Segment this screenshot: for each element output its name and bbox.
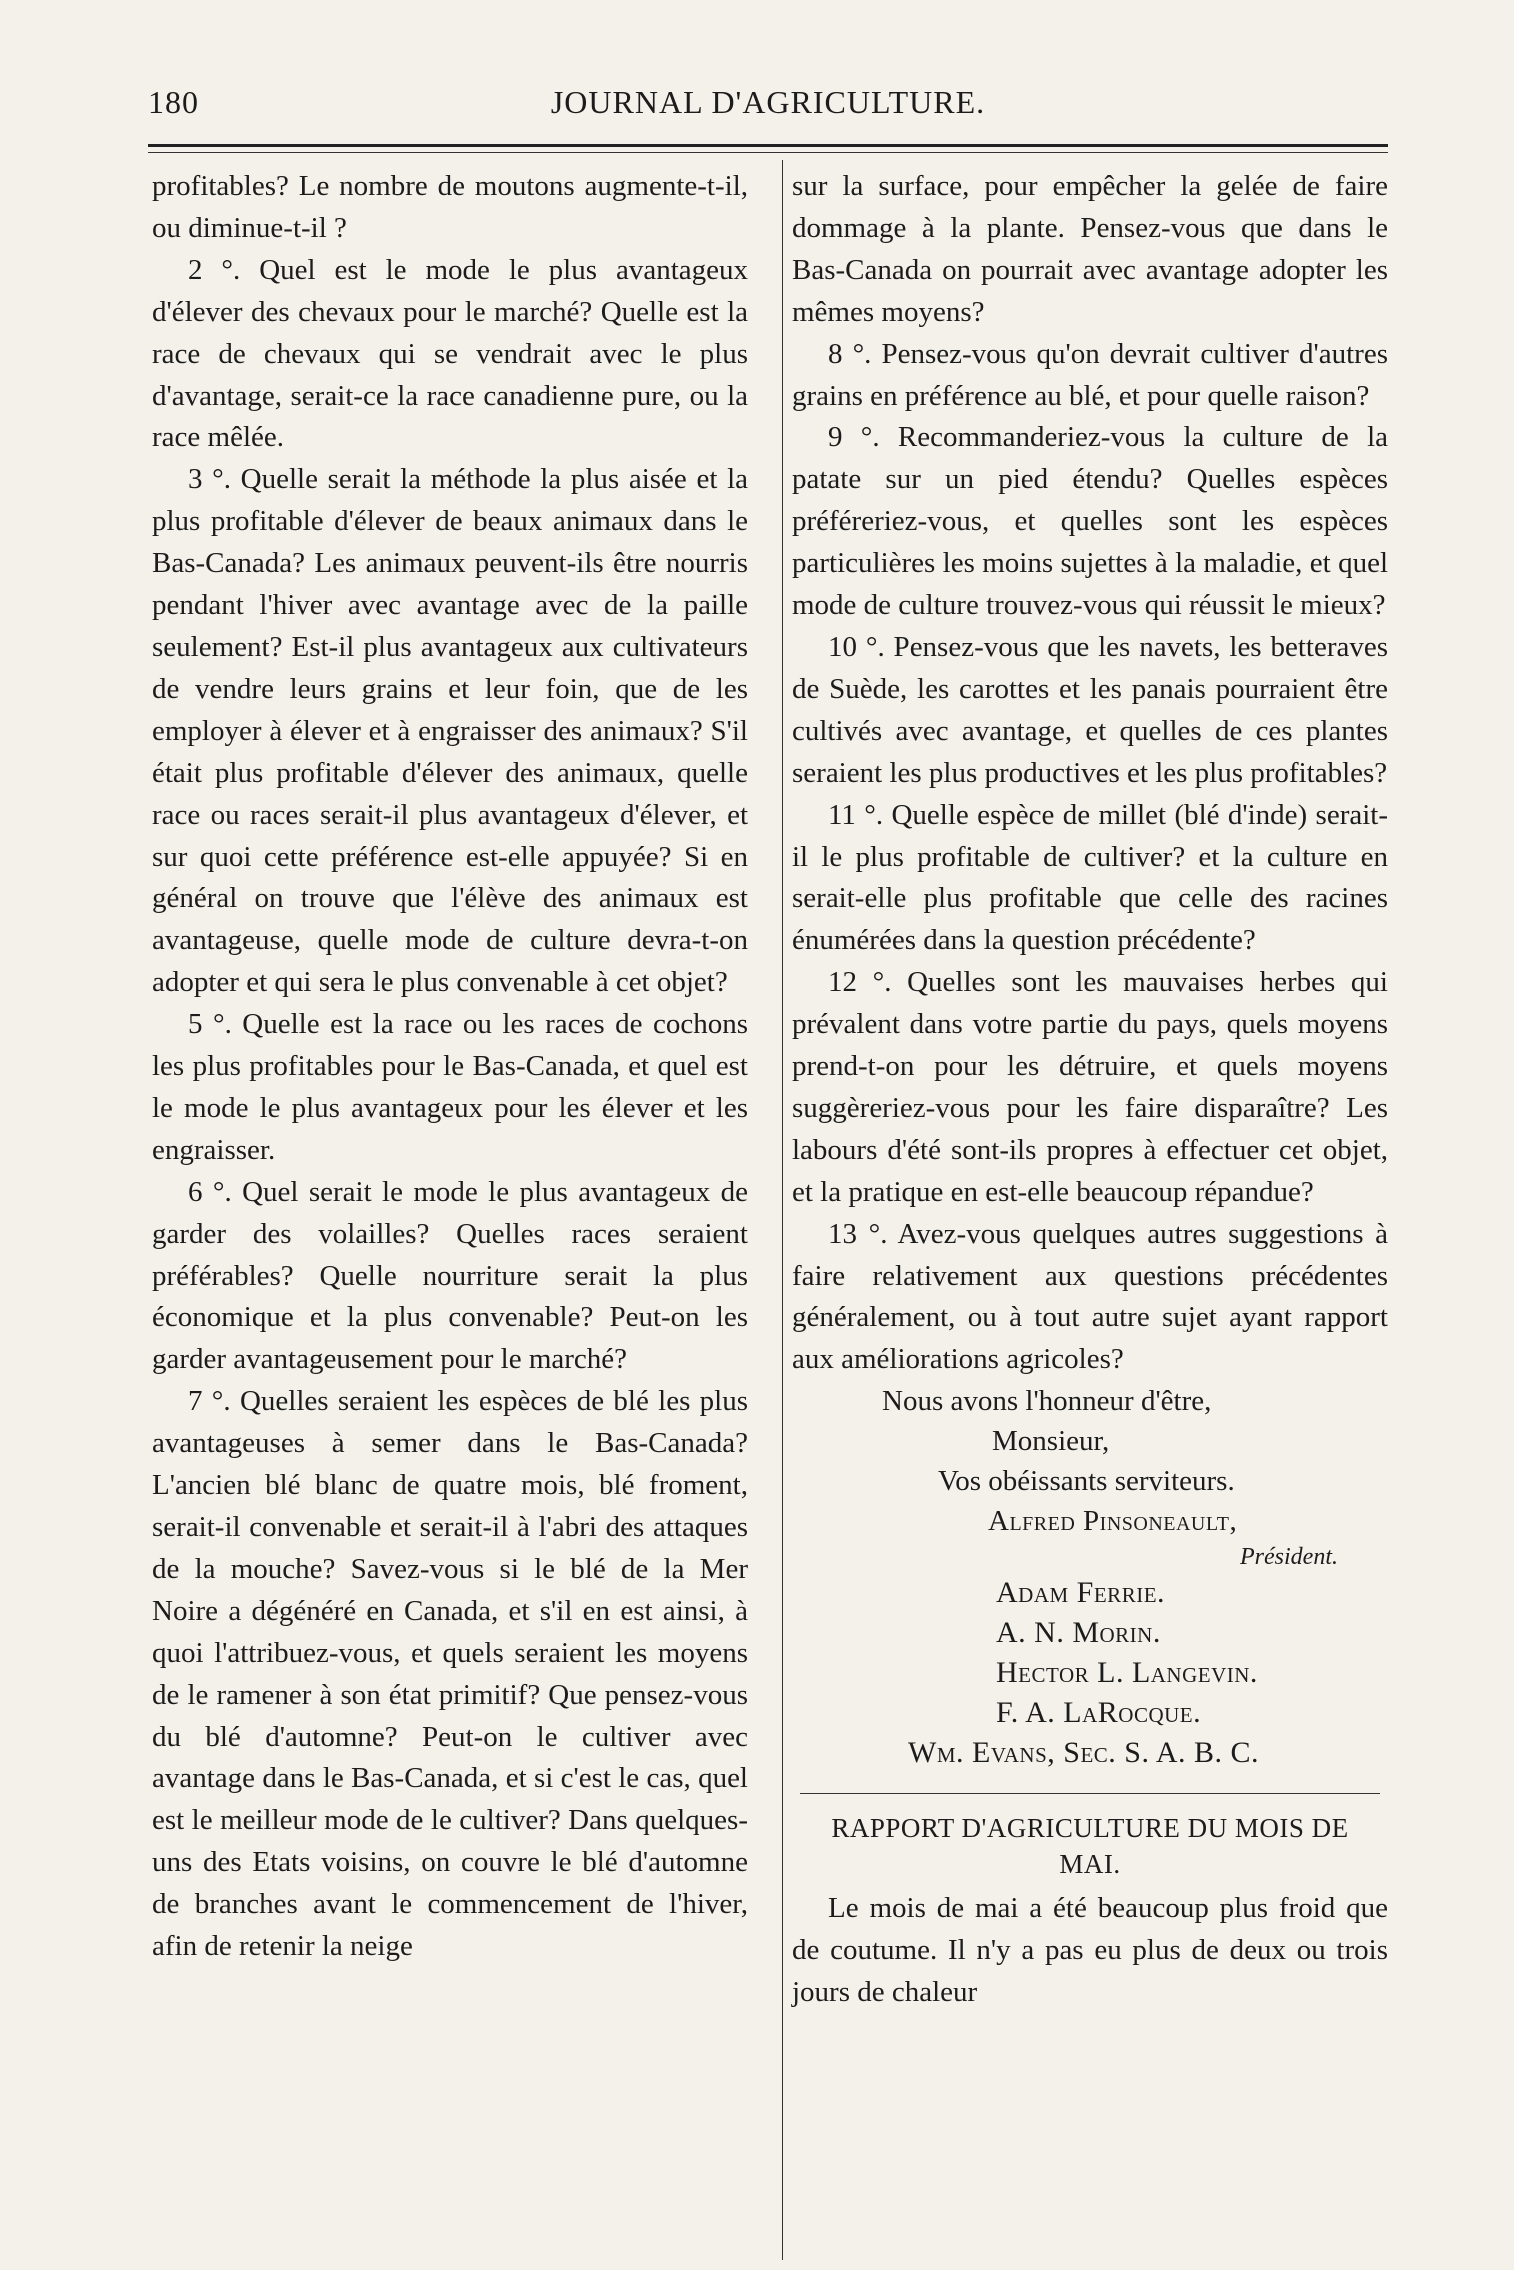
right-paragraph-q10: 10 °. Pensez-vous que les navets, les betteraves de Suède, les carottes et les panais pourraient être cultivés avec avantage, et quelles de ces plantes seraient les plus productives et les plus profitables? (792, 630, 1388, 789)
left-paragraph-q6: 6 °. Quel serait le mode le plus avantageux de garder des volailles? Quelles races seraient préférables? Quelle nourriture serait la plus économique et la plus convenable? Peut-on les garder avantageusement pour le marché? (152, 1175, 748, 1376)
left-paragraph-q7: 7 °. Quelles seraient les espèces de blé les plus avantageuses à semer dans le Bas-Canada? L'ancien blé blanc de quatre mois, blé froment, serait-il convenable et serait-il à l'abri des attaques de la mouche? Savez-vous si le blé de la Mer Noire a dégénéré en Canada, et s'il en est ainsi, à quoi l'attribuez-vous, et quels seraient les moyens de le ramener à son état primitif? Que pensez-vous du blé d'automne? Peut-on le cultiver avec avantage dans le Bas-Canada, et si c'est le cas, quel est le meilleur mode de le cultiver? Dans quelques-uns des Etats voisins, on couvre le blé d'automne de branches avant le commencement de l'hiver, afin de retenir la neige (152, 1385, 748, 1963)
right-paragraph-q8: 8 °. Pensez-vous qu'on devrait cultiver d'autres grains en préférence au blé, et pour quelle raison? (792, 337, 1388, 412)
signatory-name: A. N. Morin. (996, 1616, 1161, 1650)
signatory-name: Hector L. Langevin. (996, 1656, 1258, 1690)
left-paragraph-q2: 2 °. Quel est le mode le plus avantageux d'élever des chevaux pour le marché? Quelle est la race de chevaux qui se vendrait avec le plus d'avantage, serait-ce la race canadienne pure, ou la race mêlée. (152, 253, 748, 454)
president-title: Président. (1240, 1544, 1338, 1571)
right-paragraph-q12: 12 °. Quelles sont les mauvaises herbes qui prévalent dans votre partie du pays, quels moyens prend-t-on pour les détruire, et quels moyens suggèreriez-vous pour les faire disparaître? Les labours d'été sont-ils propres à effectuer cet objet, et la pratique en est-elle beaucoup répandue? (792, 966, 1388, 1208)
section-title-line1: RAPPORT D'AGRICULTURE DU MOIS DE (831, 1813, 1349, 1844)
right-column (792, 166, 1388, 2014)
closing-salutation: Nous avons l'honneur d'être, (882, 1385, 1212, 1418)
section-title-line2: MAI. (1059, 1849, 1121, 1880)
header-rule-thin (148, 152, 1388, 153)
right-paragraph-q13: 13 °. Avez-vous quelques autres suggestions à faire relativement aux questions précédentes généralement, ou à tout autre sujet ayant rapport aux améliorations agricoles? (792, 1217, 1388, 1376)
journal-title: JOURNAL D'AGRICULTURE. (550, 84, 986, 120)
left-paragraph-q3: 3 °. Quelle serait la méthode la plus aisée et la plus profitable d'élever de beaux animaux dans le Bas-Canada? Les animaux peuvent-ils être nourris pendant l'hiver avec avantage avec de la paille seulement? Est-il plus avantageux aux cultivateurs de vendre leurs grains et leur foin, que de les employer à élever et à engraisser des animaux? S'il était plus profitable d'élever des animaux, quelle race ou races serait-il plus avantageux d'élever, et sur quoi cette préférence est-elle appuyée? Si en général on trouve que l'élève des animaux est avantageuse, quelle mode de culture devra-t-on adopter et qui sera le plus convenable à cet objet? (152, 463, 748, 999)
left-column (152, 166, 748, 1968)
left-paragraph-q5: 5 °. Quelle est la race ou les races de cochons les plus profitables pour le Bas-Canada, et quel est le mode le plus avantageux pour les élever et les engraisser. (152, 1008, 748, 1166)
right-paragraph-continued: sur la surface, pour empêcher la gelée de faire dommage à la plante. Pensez-vous que dans le Bas-Canada on pourrait avec avantage adopter les mêmes moyens? (792, 170, 1388, 328)
page-number: 180 (148, 84, 199, 120)
header-rule-thick (148, 144, 1388, 147)
section-body: Le mois de mai a été beaucoup plus froid que de coutume. Il n'y a pas eu plus de deux ou trois jours de chaleur (792, 1892, 1388, 2009)
closing-monsieur: Monsieur, (992, 1425, 1110, 1458)
right-paragraph-q9: 9 °. Recommanderiez-vous la culture de la patate sur un pied étendu? Quelles espèces préféreriez-vous, et quelles sont les espèces particulières les moins sujettes à la maladie, et quel mode de culture trouvez-vous qui réussit le mieux? (792, 421, 1388, 622)
section-title (792, 1810, 1388, 1882)
signatory-name: F. A. LaRocque. (996, 1696, 1202, 1730)
section-divider (800, 1793, 1380, 1794)
closing-servants: Vos obéissants serviteurs. (938, 1465, 1235, 1498)
president-name: Alfred Pinsoneault, (988, 1505, 1238, 1538)
left-paragraph-continued: profitables? Le nombre de moutons augmente-t-il, ou diminue-t-il ? (152, 170, 748, 244)
page-header (148, 84, 1388, 128)
right-paragraph-q11: 11 °. Quelle espèce de millet (blé d'inde) serait-il le plus profitable de cultiver? et la culture en serait-elle plus profitable que celle des racines énumérées dans la question précédente? (792, 798, 1388, 957)
secretary-signature: Wm. Evans, Sec. S. A. B. C. (908, 1736, 1260, 1770)
column-divider (782, 160, 783, 2260)
letter-closing (792, 1381, 1388, 1773)
signatory-name: Adam Ferrie. (996, 1576, 1166, 1610)
